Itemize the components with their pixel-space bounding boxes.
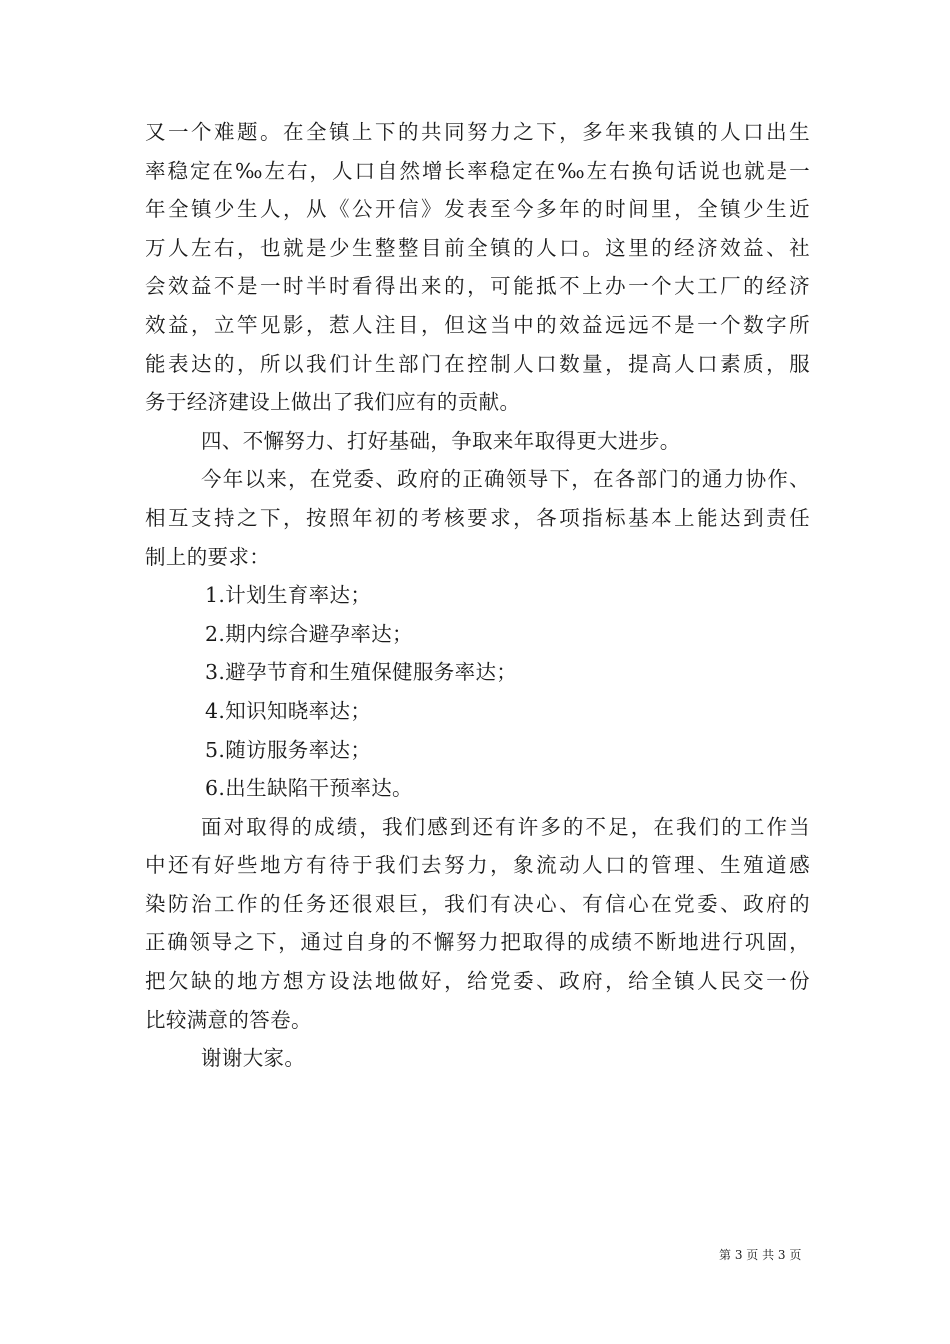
- body-text-line: 染防治工作的任务还很艰巨，我们有决心、有信心在党委、政府的: [145, 891, 810, 916]
- body-text-line: 比较满意的答卷。: [145, 1007, 312, 1032]
- body-text-line: 又一个难题。在全镇上下的共同努力之下，多年来我镇的人口出生: [145, 120, 810, 144]
- body-text-line: 制上的要求：: [145, 544, 271, 569]
- list-item: 6.出生缺陷干预率达。: [205, 776, 413, 801]
- body-text-line: 把欠缺的地方想方设法地做好，给党委、政府，给全镇人民交一份: [145, 969, 810, 994]
- body-text-line: 务于经济建设上做出了我们应有的贡献。: [145, 390, 521, 415]
- body-text-line: 会效益不是一时半时看得出来的，可能抵不上办一个大工厂的经济: [145, 274, 810, 299]
- body-text-line: 面对取得的成绩，我们感到还有许多的不足，在我们的工作当: [201, 814, 810, 839]
- list-item: 2.期内综合避孕率达；: [205, 621, 413, 646]
- body-text-line: 率稳定在‰左右，人口自然增长率稳定在‰左右换句话说也就是一: [145, 158, 810, 183]
- body-text-line: 今年以来，在党委、政府的正确领导下，在各部门的通力协作、: [201, 467, 810, 492]
- page-number-footer: 第 3 页 共 3 页: [719, 1248, 802, 1262]
- body-text-line: 相互支持之下，按照年初的考核要求，各项指标基本上能达到责任: [145, 505, 810, 530]
- section-heading: 四、不懈努力、打好基础，争取来年取得更大进步。: [201, 428, 681, 453]
- list-item: 5.随访服务率达；: [205, 737, 372, 762]
- body-text-line: 年全镇少生人，从《公开信》发表至今多年的时间里，全镇少生近: [145, 197, 810, 222]
- body-text-line: 万人左右，也就是少生整整目前全镇的人口。这里的经济效益、社: [145, 235, 810, 260]
- list-item: 3.避孕节育和生殖保健服务率达；: [205, 660, 518, 685]
- closing-line: 谢谢大家。: [201, 1046, 306, 1071]
- document-body: [145, 113, 810, 1078]
- body-text-line: 正确领导之下，通过自身的不懈努力把取得的成绩不断地进行巩固，: [145, 930, 810, 955]
- body-text-line: 中还有好些地方有待于我们去努力，象流动人口的管理、生殖道感: [145, 853, 810, 878]
- list-item: 1.计划生育率达；: [205, 583, 372, 608]
- body-text-line: 效益，立竿见影，惹人注目，但这当中的效益远远不是一个数字所: [145, 312, 810, 337]
- body-text-line: 能表达的，所以我们计生部门在控制人口数量，提高人口素质，服: [145, 351, 810, 376]
- list-item: 4.知识知晓率达；: [205, 698, 372, 723]
